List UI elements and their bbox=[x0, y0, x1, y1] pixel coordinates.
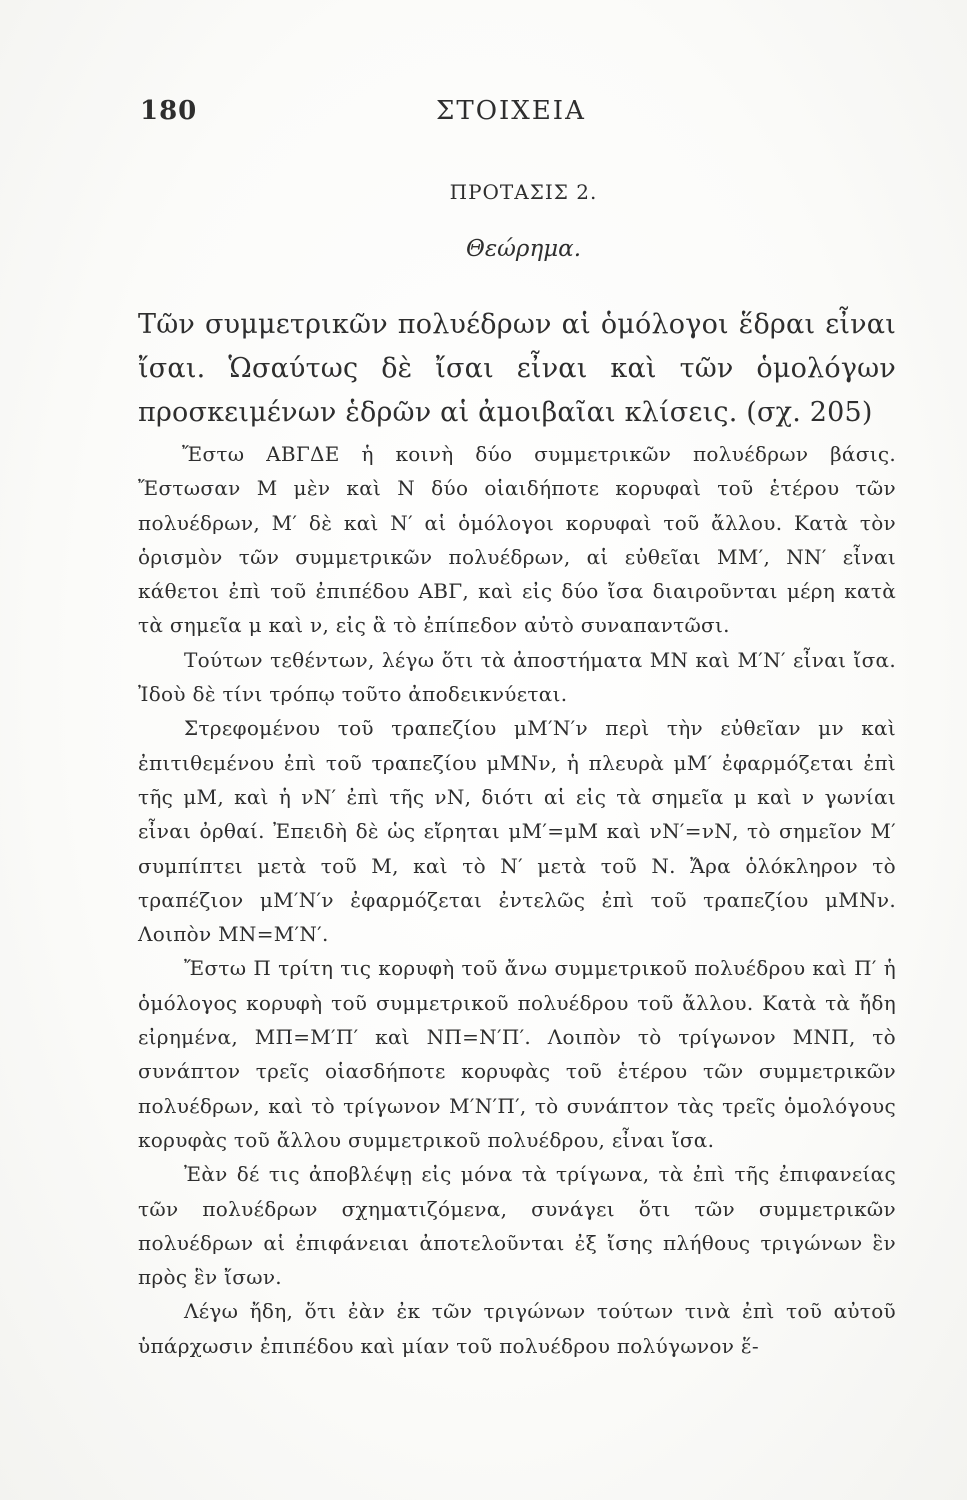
proposition-title: ΠΡΟΤΑΣΙΣ 2. bbox=[449, 180, 598, 204]
paragraph: Ἐὰν δέ τις ἀποβλέψῃ εἰς μόνα τὰ τρίγωνα, τὰ ἐπὶ τῆς ἐπιφανείας τῶν πολυέδρων σχηματιζόμενα, συνάγει ὅτι τῶν συμμετρικῶν πολυέδρων αἱ ἐπιφάνειαι ἀποτελοῦνται ἐξ ἴσης πλήθους τριγώνων ἓν πρὸς ἓν ἴσων. bbox=[138, 1162, 896, 1290]
proposition-subtitle: Θεώρημα. bbox=[465, 236, 582, 262]
running-head: ΣΤΟΙΧΕΙΑ bbox=[436, 96, 586, 126]
paragraph: Λέγω ἤδη, ὅτι ἐὰν ἐκ τῶν τριγώνων τούτων τινὰ ἐπὶ τοῦ αὐτοῦ ὑπάρχωσιν ἐπιπέδου καὶ μίαν τοῦ πολυέδρου πολύγωνον ἕ- bbox=[138, 1299, 896, 1358]
paragraph: Στρεφομένου τοῦ τραπεζίου μΜ′Ν′ν περὶ τὴν εὐθεῖαν μν καὶ ἐπιτιθεμένου ἐπὶ τοῦ τραπεζίου μΜΝν, ἡ πλευρὰ μΜ′ ἐφαρμόζεται ἐπὶ τῆς μΜ, καὶ ἡ νΝ′ ἐπὶ τῆς νΝ, διότι αἱ εἰς τὰ σημεῖα μ καὶ ν γωνίαι εἶναι ὀρθαί. Ἐπειδὴ δὲ ὡς εἴρηται μΜ′=μΜ καὶ νΝ′=νΝ, τὸ σημεῖον Μ′ συμπίπτει μετὰ τοῦ Μ, καὶ τὸ Ν′ μετὰ τοῦ Ν. Ἄρα ὁλόκληρον τὸ τραπέζιον μΜ′Ν′ν ἐφαρμόζεται ἐντελῶς ἐπὶ τοῦ τραπεζίου μΜΝν. Λοιπὸν ΜΝ=Μ′Ν′. bbox=[138, 716, 896, 947]
paragraph: Τούτων τεθέντων, λέγω ὅτι τὰ ἀποστήματα ΜΝ καὶ Μ′Ν′ εἶναι ἴσα. Ἰδοὺ δὲ τίνι τρόπῳ τοῦτο ἀποδεικνύεται. bbox=[138, 647, 896, 707]
paragraph: Ἔστω Π τρίτη τις κορυφὴ τοῦ ἄνω συμμετρικοῦ πολυέδρου καὶ Π′ ἡ ὁμόλογος κορυφὴ τοῦ συμμετρικοῦ πολυέδρου τοῦ ἄλλου. Κατὰ τὰ ἤδη εἰρημένα, ΜΠ=Μ′Π′ καὶ ΝΠ=Ν′Π′. Λοιπὸν τὸ τρίγωνον ΜΝΠ, τὸ συνάπτον τρεῖς οἱασδήποτε κορυφὰς τοῦ ἑτέρου τῶν συμμετρικῶν πολυέδρων, καὶ τὸ τρίγωνον Μ′Ν′Π′, τὸ συνάπτον τὰς τρεῖς ὁμολόγους κορυφὰς τοῦ ἄλλου συμμετρικοῦ πολυέδρου, εἶναι ἴσα. bbox=[138, 956, 896, 1152]
paragraph: Ἔστω ΑΒΓΔΕ ἡ κοινὴ δύο συμμετρικῶν πολυέδρων βάσις. Ἔστωσαν Μ μὲν καὶ Ν δύο οἱαιδήποτε κορυφαὶ τοῦ ἑτέρου τῶν πολυέδρων, Μ′ δὲ καὶ Ν′ αἱ ὁμόλογοι κορυφαὶ τοῦ ἄλλου. Κατὰ τὸν ὁρισμὸν τῶν συμμετρικῶν πολυέδρων, αἱ εὐθεῖαι ΜΜ′, ΝΝ′ εἶναι κάθετοι ἐπὶ τοῦ ἐπιπέδου ΑΒΓ, καὶ εἰς δύο ἴσα διαιροῦνται μέρη κατὰ τὰ σημεῖα μ καὶ ν, εἰς ἃ τὸ ἐπίπεδον αὐτὸ συναπαντῶσι. bbox=[138, 442, 896, 638]
page-number: 180 bbox=[140, 96, 198, 126]
page-header bbox=[140, 96, 720, 136]
theorem-statement: Τῶν συμμετρικῶν πολυέδρων αἱ ὁμόλογοι ἕδραι εἶναι ἴσαι. Ὡσαύτως δὲ ἴσαι εἶναι καὶ τῶν ὁμολόγων προσκειμένων ἑδρῶν αἱ ἀμοιβαῖαι κλίσεις. (σχ. 205) bbox=[138, 309, 896, 428]
body-text bbox=[138, 303, 896, 1363]
